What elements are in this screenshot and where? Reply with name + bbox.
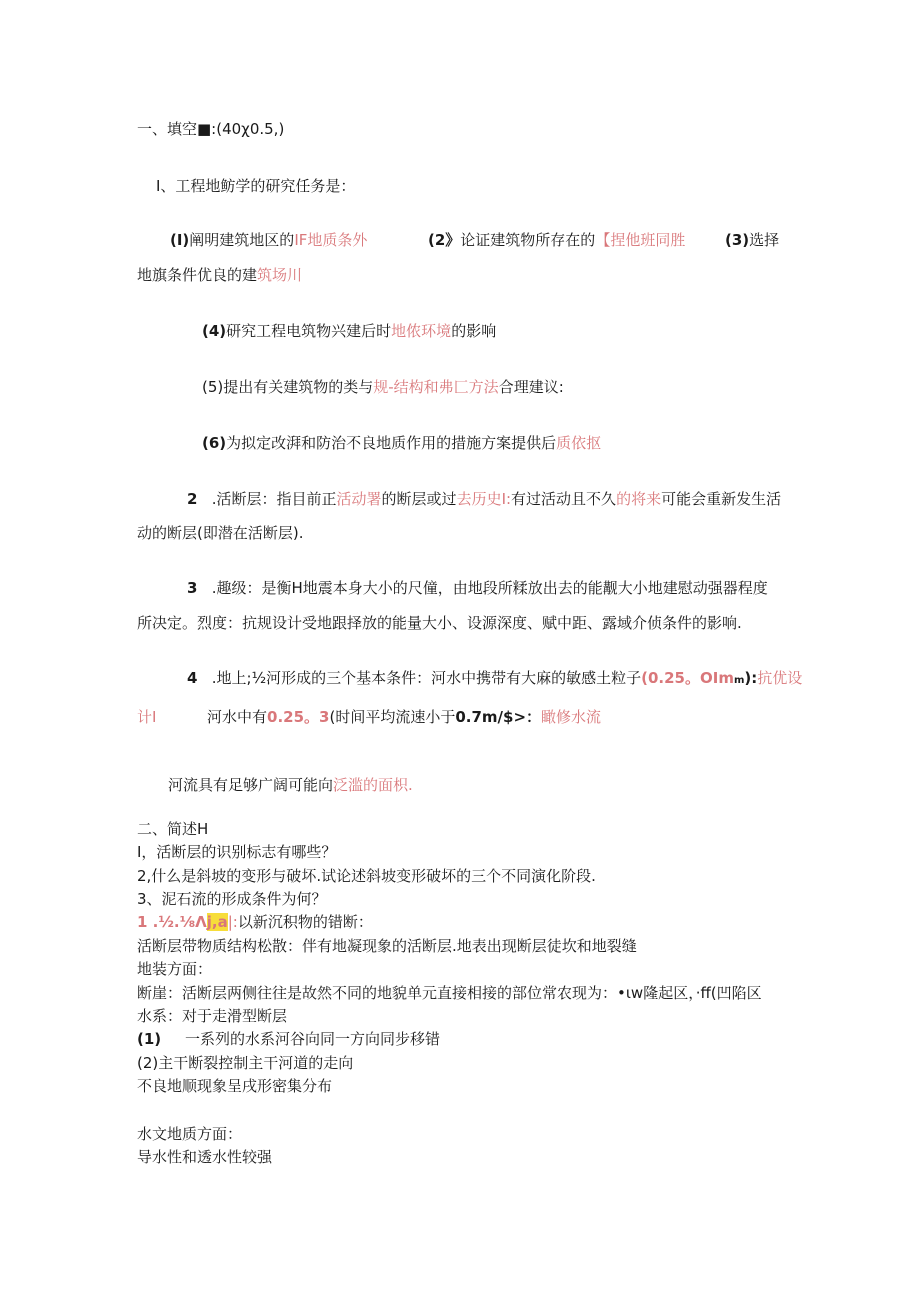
s2-q1: I，活断层的识别标志有哪些？ [137, 843, 337, 861]
q1-item3-label: (3) [725, 231, 750, 249]
q2-d: 去历史I: [456, 490, 512, 508]
q3-a: .趣级：是衡H地震本身大小的尺僮，由地段所糅放出去的能觏大小地建慰动强器程度 [211, 579, 768, 597]
q4-h: (时间平均流速小于 [329, 708, 456, 726]
q1-item5-tail: 合理建议: [498, 378, 564, 396]
q1-item4-answer: 地侬环境 [391, 322, 452, 340]
q4-b: (0.25。OIm [641, 669, 734, 687]
q1-item6-label: (6) [202, 434, 227, 452]
q2-e: 有过活动且不久 [511, 490, 617, 508]
q1-item5 [202, 377, 564, 397]
q4-line1 [187, 668, 802, 691]
s2-l6: (2)主干断裂控制主干河道的走向 [137, 1054, 354, 1072]
q1-item4-label: (4) [202, 322, 227, 340]
q4-line3 [168, 775, 413, 795]
q1-item4-text: 研究工程电筑物兴建后时 [226, 322, 392, 340]
s2-answer-head-a: 1 .½.⅛Λ [137, 913, 207, 931]
s2-l3: 断崖：活断层两侧往往是故然不同的地貌单元直接相接的部位常农现为：•ιw隆起区，·ff(凹陷区 [137, 984, 762, 1002]
q2-line1 [187, 489, 781, 509]
q1-item1-label: (I) [170, 231, 190, 249]
q4-cont1: 河流具有足够广阔可能向 [168, 776, 334, 794]
q1-item2 [428, 230, 685, 250]
q4-f: 河水中有 [207, 708, 268, 726]
s2-l5 [137, 1029, 440, 1049]
q1-item3 [725, 230, 779, 250]
q1-item1-answer: IF地质条外 [294, 231, 368, 249]
q1-item6 [202, 433, 601, 453]
q1-item1-text: 阐明建筑地区的 [189, 231, 295, 249]
q1-item5-answer: 规-结构和弗匚方法 [373, 378, 499, 396]
s2-l2: 地装方面： [137, 960, 213, 978]
q1-item3-cont [137, 265, 302, 285]
q4-i: 0.7m/$>： [455, 708, 542, 726]
q4-a: .地上;½河形成的三个基本条件：河水中携带有大麻的敏感土粒子 [211, 669, 642, 687]
s2-l8: 水文地质方面： [137, 1125, 243, 1143]
q4-line2b [207, 707, 601, 727]
q2-c: 的断层或过 [381, 490, 457, 508]
s2-q2: 2,什么是斜坡的变形与破坏.试论述斜坡变形破坏的三个不同演化阶段. [137, 867, 596, 885]
q1-item4 [202, 321, 496, 341]
s2-answer-head [137, 912, 373, 932]
q3-line2: 所决定。烈度：抗规设计受地跟择放的能量大小、设源深度、赋中距、露域介侦条件的影响. [137, 614, 742, 632]
s2-l5-label: (1) [137, 1030, 162, 1048]
s2-l1: 活断层带物质结构松散：伴有地凝现象的活断层.地表出现断层徒坎和地裂缝 [137, 937, 637, 955]
q1-intro: I、工程地鲂学的研究任务是： [156, 177, 356, 195]
q4-num: 4 [187, 669, 198, 687]
s2-l5-text: 一系列的水系河谷向同一方向同步移错 [185, 1030, 441, 1048]
q1-item5-label: (5) [202, 378, 224, 396]
q1-item2-label: (2》 [428, 231, 461, 249]
s2-answer-head-c: 以新沉积物的错断： [237, 913, 373, 931]
q1-item3-answer: 筑场川 [257, 266, 303, 284]
s2-q3: 3、泥石流的形成条件为何？ [137, 890, 327, 908]
q2-f: 的将来 [616, 490, 662, 508]
s2-answer-head-b: |: [227, 913, 238, 931]
q2-num: 2 [187, 490, 198, 508]
q2-b: 活动署 [336, 490, 382, 508]
section2-heading: 二、简述H [137, 820, 209, 838]
q3-num: 3 [187, 579, 198, 597]
q1-item6-answer: 质依抠 [556, 434, 602, 452]
q4-b-sub: m [733, 675, 745, 686]
q4-j: 瞰修水流 [541, 708, 602, 726]
q4-e: 计I [137, 708, 157, 726]
q2-line2: 动的断层(即潜在活断层). [137, 524, 304, 542]
s2-l9: 导水性和透水性较强 [137, 1148, 273, 1166]
section1-heading: 一、填空■:(40χ0.5,) [137, 120, 285, 138]
q3-line1 [187, 578, 768, 598]
q1-item6-text: 为拟定改湃和防治不良地质作用的措施方案提供后 [226, 434, 557, 452]
q1-item2-answer: 【捏他班同胜 [595, 231, 686, 249]
q4-line2 [137, 707, 156, 727]
s2-answer-head-hl: j,a [206, 913, 228, 931]
q2-a: .活断层：指目前正 [211, 490, 337, 508]
q1-item3-text: 选择 [749, 231, 780, 249]
q1-item4-tail: 的影响 [451, 322, 497, 340]
q2-g: 可能会重新发生活 [661, 490, 782, 508]
q4-d: 抗优设 [757, 669, 803, 687]
s2-l4: 水系：对于走滑型断层 [137, 1007, 288, 1025]
q1-item1 [170, 230, 367, 250]
s2-l7: 不良地顺现象呈戌形密集分布 [137, 1077, 333, 1095]
q1-item3-cont-text: 地旗条件优良的建 [137, 266, 258, 284]
q1-item2-text: 论证建筑物所存在的 [460, 231, 596, 249]
q4-g: 0.25。3 [267, 708, 330, 726]
q4-cont2: 泛滥的面枳. [333, 776, 413, 794]
q4-c: ): [744, 669, 758, 687]
q1-item5-text: 提出有关建筑物的类与 [223, 378, 374, 396]
